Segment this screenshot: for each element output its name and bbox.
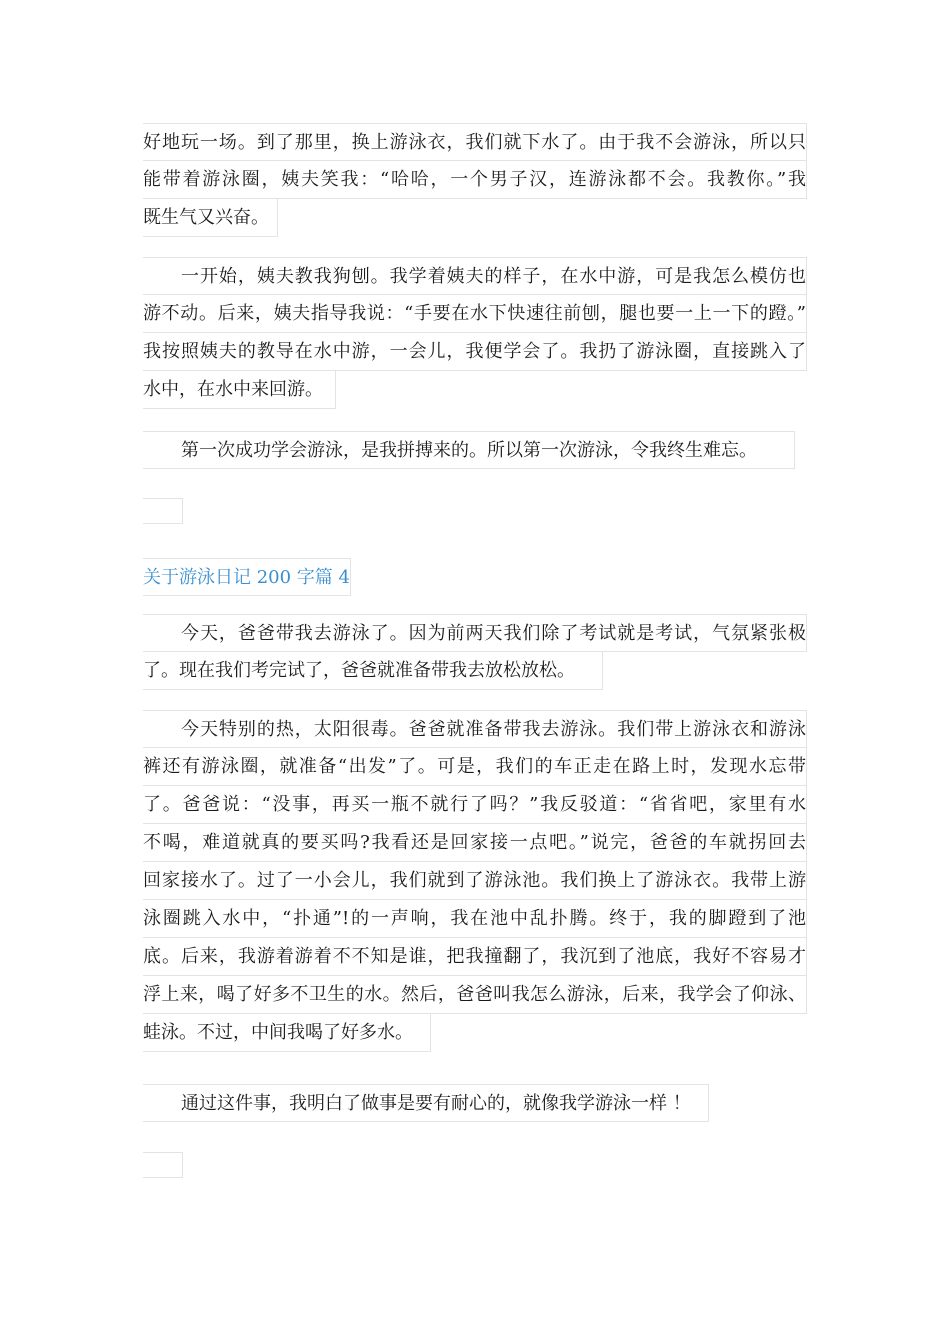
paragraph-4-line-2: 了。现在我们考完试了，爸爸就准备带我去放松放松。 bbox=[143, 652, 603, 690]
paragraph-5-line-8: 浮上来，喝了好多不卫生的水。然后，爸爸叫我怎么游泳，后来，我学会了仰泳、 bbox=[143, 976, 807, 1014]
paragraph-5-line-2: 裤还有游泳圈，就准备“出发”了。可是，我们的车正走在路上时，发现水忘带 bbox=[143, 748, 807, 786]
paragraph-5-line-9: 蛙泳。不过，中间我喝了好多水。 bbox=[143, 1014, 431, 1052]
paragraph-2-line-3: 我按照姨夫的教导在水中游，一会儿，我便学会了。我扔了游泳圈，直接跳入了 bbox=[143, 333, 807, 371]
paragraph-5-line-1: 今天特别的热，太阳很毒。爸爸就准备带我去游泳。我们带上游泳衣和游泳 bbox=[143, 710, 807, 748]
paragraph-2-line-1: 一开始，姨夫教我狗刨。我学着姨夫的样子，在水中游，可是我怎么模仿也 bbox=[143, 257, 807, 295]
empty-line-box-2 bbox=[143, 1152, 183, 1178]
paragraph-1-line-1: 好地玩一场。到了那里，换上游泳衣，我们就下水了。由于我不会游泳，所以只 bbox=[143, 123, 807, 161]
paragraph-1-line-2: 能带着游泳圈，姨夫笑我：“哈哈，一个男子汉，连游泳都不会。我教你。”我 bbox=[143, 161, 807, 199]
paragraph-3-line-1: 第一次成功学会游泳，是我拼搏来的。所以第一次游泳，令我终生难忘。 bbox=[143, 431, 795, 469]
paragraph-5-line-5: 回家接水了。过了一小会儿，我们就到了游泳池。我们换上了游泳衣。我带上游 bbox=[143, 862, 807, 900]
empty-line-box bbox=[143, 498, 183, 524]
paragraph-5-line-4: 不喝，难道就真的要买吗?我看还是回家接一点吧。”说完，爸爸的车就拐回去 bbox=[143, 824, 807, 862]
paragraph-4-line-1: 今天，爸爸带我去游泳了。因为前两天我们除了考试就是考试，气氛紧张极 bbox=[143, 614, 807, 652]
paragraph-6-line-1: 通过这件事，我明白了做事是要有耐心的，就像我学游泳一样 ！ bbox=[143, 1084, 709, 1122]
paragraph-2-line-2: 游不动。后来，姨夫指导我说：“手要在水下快速往前刨，腿也要一上一下的蹬。” bbox=[143, 295, 807, 333]
paragraph-5-line-7: 底。后来，我游着游着不不知是谁，把我撞翻了，我沉到了池底，我好不容易才 bbox=[143, 938, 807, 976]
paragraph-5-line-6: 泳圈跳入水中，“扑通”!的一声响，我在池中乱扑腾。终于，我的脚蹬到了池 bbox=[143, 900, 807, 938]
paragraph-5-line-3: 了。爸爸说：“没事，再买一瓶不就行了吗？”我反驳道：“省省吧，家里有水 bbox=[143, 786, 807, 824]
paragraph-2-line-4: 水中，在水中来回游。 bbox=[143, 371, 336, 409]
paragraph-1-line-3: 既生气又兴奋。 bbox=[143, 199, 278, 237]
section-heading: 关于游泳日记 200 字篇 4 bbox=[143, 558, 351, 596]
